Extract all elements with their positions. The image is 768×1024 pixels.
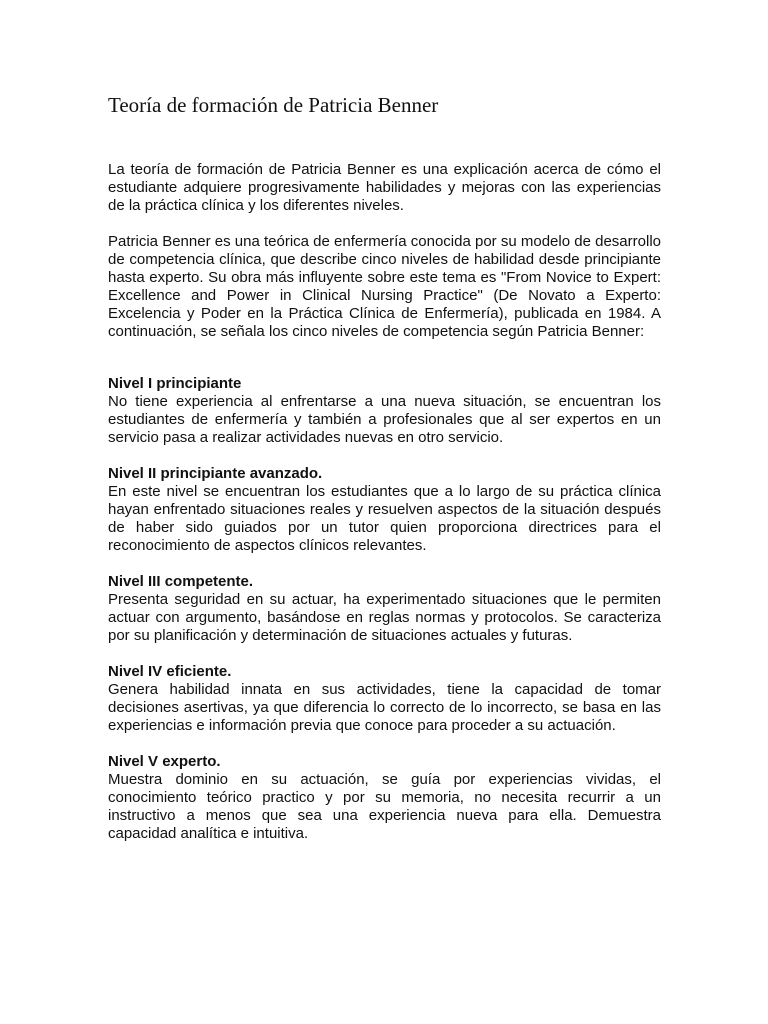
document-page: [108, 92, 661, 861]
level-text-1: No tiene experiencia al enfrentarse a una nueva situación, se encuentran los estudiantes de enfermería y también a profesionales que al ser expertos en un servicio pasa a realizar actividades nuevas en otro servicio.: [108, 393, 661, 446]
level-heading-3: Nivel III competente.: [108, 573, 254, 590]
level-text-4: Genera habilidad innata en sus actividades, tiene la capacidad de tomar decisiones asertivas, ya que diferencia lo correcto de lo incorrecto, se basa en las experiencias e información previa que conoce para proceder a su actuación.: [108, 681, 661, 734]
level-text-2: En este nivel se encuentran los estudiantes que a lo largo de su práctica clínica hayan enfrentado situaciones reales y resuelven aspectos de la situación después de haber sido guiados por un tutor quien proporciona directrices para el reconocimiento de aspectos clínicos relevantes.: [108, 483, 661, 554]
document-title: Teoría de formación de Patricia Benner: [108, 93, 439, 117]
levels-section: [108, 375, 661, 843]
level-heading-2: Nivel II principiante avanzado.: [108, 465, 323, 482]
level-heading-5: Nivel V experto.: [108, 753, 221, 770]
level-item-5: [108, 753, 661, 843]
level-item-4: [108, 663, 661, 735]
level-heading-1: Nivel I principiante: [108, 375, 242, 392]
level-text-5: Muestra dominio en su actuación, se guía por experiencias vividas, el conocimiento teórico practico y por su memoria, no necesita recurrir a un instructivo a menos que sea una experiencia nueva para ella. Demuestra capacidad analítica e intuitiva.: [108, 771, 661, 842]
intro-paragraph-2: Patricia Benner es una teórica de enfermería conocida por su modelo de desarrollo de competencia clínica, que describe cinco niveles de habilidad desde principiante hasta experto. Su obra más influyente sobre este tema es "From Novice to Expert: Excellence and Power in Clinical Nursing Practice" (De Novato a Experto: Excelencia y Poder en la Práctica Clínica de Enfermería), publicada en 1984. A continuación, se señala los cinco niveles de competencia según Patricia Benner:: [108, 233, 661, 340]
level-heading-4: Nivel IV eficiente.: [108, 663, 232, 680]
intro-paragraph-1: La teoría de formación de Patricia Benner es una explicación acerca de cómo el estudiante adquiere progresivamente habilidades y mejoras con las experiencias de la práctica clínica y los diferentes niveles.: [108, 161, 661, 214]
level-item-3: [108, 573, 661, 645]
level-item-2: [108, 465, 661, 555]
level-text-3: Presenta seguridad en su actuar, ha experimentado situaciones que le permiten actuar con argumento, basándose en reglas normas y protocolos. Se caracteriza por su planificación y determinación de situaciones actuales y futuras.: [108, 591, 661, 644]
level-item-1: [108, 375, 661, 447]
